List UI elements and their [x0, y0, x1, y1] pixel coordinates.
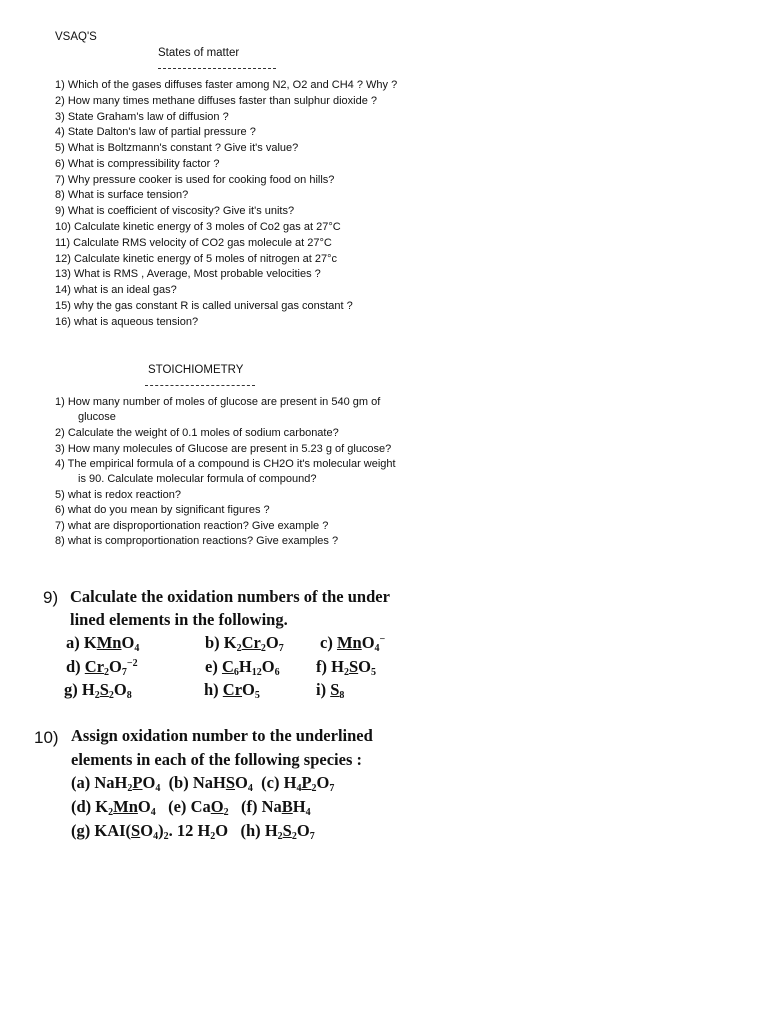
question-9-line2: lined elements in the following. [70, 610, 288, 629]
question-item: 7) what are disproportionation reaction? Give example ? [55, 520, 329, 532]
header-title: VSAQ'S [55, 31, 97, 43]
question-10-line1: Assign oxidation number to the underlined [71, 726, 373, 745]
question-item: 7) Why pressure cooker is used for cooking food on hills? [55, 174, 335, 186]
question-item: 2) How many times methane diffuses faster than sulphur dioxide ? [55, 95, 378, 107]
question-item: 10) Calculate kinetic energy of 3 moles of Co2 gas at 27°C [55, 221, 341, 233]
question-item: 8) what is comproportionation reactions? Give examples ? [55, 535, 339, 547]
question-item: 11) Calculate RMS velocity of CO2 gas molecule at 27°C [55, 237, 332, 249]
question-9-number: 9) [43, 588, 59, 607]
question-item: 13) What is RMS , Average, Most probable velocities ? [55, 268, 321, 280]
section-underline [145, 385, 255, 386]
q10-row-2: (d) $K_2MnO_4$ (e) CaO$_2$ (f) NaBH$_4$ [71, 797, 311, 818]
section-title-states-of-matter: States of matter [158, 47, 240, 59]
q9-item-a: a) KMnO$_4$ [66, 633, 140, 654]
question-item: 3) State Graham's law of diffusion ? [55, 111, 229, 123]
question-item: 14) what is an ideal gas? [55, 284, 177, 296]
question-item: 9) What is coefficient of viscosity? Give it's units? [55, 205, 295, 217]
question-item: 1) Which of the gases diffuses faster among N2, O2 and CH4 ? Why ? [55, 79, 398, 91]
section-underline [158, 68, 276, 69]
question-item: 2) Calculate the weight of 0.1 moles of sodium carbonate? [55, 427, 339, 439]
question-continuation: is 90. Calculate molecular formula of compound? [78, 473, 317, 485]
q9-item-e: e) $C_6H_{12}O_6$ [205, 657, 280, 678]
q9-item-b: b) $K_2Cr_2O_7$ [205, 633, 284, 654]
question-item: 5) What is Boltzmann's constant ? Give it's value? [55, 142, 299, 154]
question-item: 12) Calculate kinetic energy of 5 moles of nitrogen at 27°c [55, 253, 337, 265]
question-10-line2: elements in each of the following species : [71, 750, 362, 769]
question-item: 4) The empirical formula of a compound is CH2O it's molecular weight [55, 458, 396, 470]
question-item: 6) what do you mean by significant figures ? [55, 504, 270, 516]
q9-item-f: f) $H_2SO_5$ [316, 657, 376, 678]
question-item: 5) what is redox reaction? [55, 489, 181, 501]
q9-item-g: g) $H_2S_2O_8$ [64, 680, 132, 701]
question-item: 4) State Dalton's law of partial pressure ? [55, 126, 256, 138]
question-continuation: glucose [78, 411, 116, 423]
q9-item-d: d) $Cr_2O_7^{-2}$ [66, 657, 138, 678]
q9-item-i: i) $S_8$ [316, 680, 345, 701]
q9-item-h: h) CrO$_5$ [204, 680, 260, 701]
q9-item-c: c) MnO$_4$− [320, 633, 386, 654]
question-item: 1) How many number of moles of glucose are present in 540 gm of [55, 396, 381, 408]
question-10-number: 10) [34, 728, 59, 747]
question-item: 3) How many molecules of Glucose are present in 5.23 g of glucose? [55, 443, 392, 455]
q10-row-3: (g) $KAI(SO_4)_2$. 12 $H_2O$ (h) $H_2S_2O_7$ [71, 821, 315, 842]
section-title-stoichiometry: STOICHIOMETRY [148, 364, 244, 376]
question-item: 15) why the gas constant R is called universal gas constant ? [55, 300, 353, 312]
q10-row-1: (a) $NaH_2PO_4$ (b) NaHSO$_4$ (c) $H_4P_2O_7$ [71, 773, 335, 794]
question-item: 6) What is compressibility factor ? [55, 158, 220, 170]
question-9-line1: Calculate the oxidation numbers of the under [70, 587, 390, 606]
question-item: 8) What is surface tension? [55, 189, 189, 201]
question-item: 16) what is aqueous tension? [55, 316, 199, 328]
